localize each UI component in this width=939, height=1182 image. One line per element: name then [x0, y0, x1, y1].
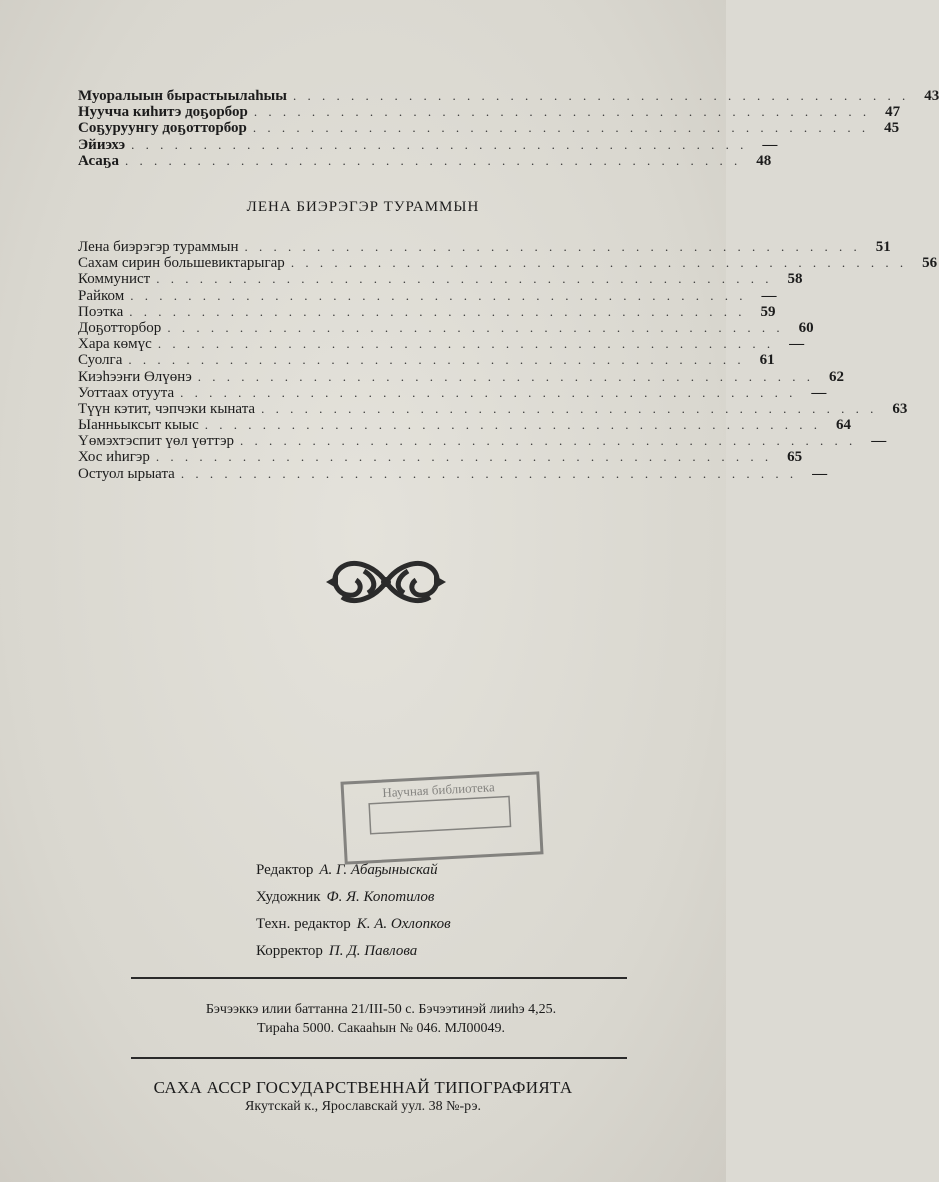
toc-leader-dots: . . . . . . . . . . . . . . . . . . . . . . . . . . . . . . . . . . . . . . . . . . . — [128, 352, 745, 368]
credit-name: А. Г. Абаҕыныскай — [319, 862, 438, 878]
toc-entry-page: 63 — [892, 400, 908, 417]
toc-entry — [78, 336, 805, 353]
toc-entry-page: 60 — [798, 319, 814, 336]
toc-entry — [78, 104, 901, 121]
divider — [131, 1057, 627, 1059]
toc-leader-dots: . . . . . . . . . . . . . . . . . . . . . . . . . . . . . . . . . . . . . . . . . . . — [130, 287, 747, 303]
toc-entry — [78, 449, 803, 466]
toc-entry-title: Нуучча киһитэ доҕорбор — [78, 104, 248, 121]
toc-leader-dots: . . . . . . . . . . . . . . . . . . . . . . . . . . . . . . . . . . . . . . . . . . . — [180, 384, 797, 400]
toc-leader-dots: . . . . . . . . . . . . . . . . . . . . . . . . . . . . . . . . . . . . . . . . . . . — [253, 104, 871, 120]
credit-role: Техн. редактор — [256, 916, 351, 932]
toc-leader-dots: . . . . . . . . . . . . . . . . . . . . . . . . . . . . . . . . . . . . . . . . . . . — [292, 88, 910, 103]
toc-entry-page: 59 — [760, 303, 776, 320]
toc-entry — [78, 417, 852, 434]
toc-entry-page: 58 — [787, 271, 803, 288]
printer-info — [0, 1078, 726, 1116]
toc-entry-page: — — [789, 336, 805, 353]
toc-entry — [78, 352, 775, 369]
library-stamp — [338, 767, 547, 870]
section-heading: ЛЕНА БИЭРЭГЭР ТУРАММЫН — [246, 199, 480, 215]
toc-entry — [78, 271, 803, 288]
credit-role: Редактор — [256, 862, 314, 878]
toc-entry — [78, 255, 938, 272]
toc-entry-page: 51 — [875, 239, 891, 255]
toc-entry-title: Остуол ырыата — [78, 465, 175, 482]
toc-leader-dots: . . . . . . . . . . . . . . . . . . . . . . . . . . . . . . . . . . . . . . . . . . . — [240, 433, 857, 449]
toc-entry-page: 45 — [884, 120, 900, 137]
toc-entry-page: 62 — [829, 368, 845, 385]
toc-entry — [78, 239, 891, 255]
credit-role: Художник — [256, 889, 321, 905]
toc-entry-title: Эйиэхэ — [78, 136, 126, 153]
toc-leader-dots: . . . . . . . . . . . . . . . . . . . . . . . . . . . . . . . . . . . . . . . . . . . — [180, 465, 798, 481]
toc-entry-title: Хара көмүс — [78, 336, 152, 353]
toc-entry-title: Доҕотторбор — [78, 319, 162, 336]
toc-entry-title: Ыанньыксыт кыыс — [78, 417, 199, 434]
printer-address: Якутскай к., Ярославскай уул. 38 №-рэ. — [245, 1099, 481, 1114]
toc-list-top — [78, 88, 939, 169]
toc-entry-title: Лена биэрэгэр тураммын — [78, 239, 239, 255]
printer-name: САХА АССР ГОСУДАРСТВЕННАЙ ТИПОГРАФИЯТА — [153, 1078, 573, 1097]
toc-entry — [78, 88, 939, 104]
toc-entry — [78, 287, 777, 304]
credit-line — [256, 857, 451, 884]
print-details — [18, 1000, 744, 1038]
toc-entry-page: 64 — [836, 417, 852, 434]
toc-entry-title: Соҕуруунгу доҕотторбор — [78, 120, 247, 137]
toc-entry — [78, 433, 887, 450]
credit-line — [256, 884, 451, 911]
toc-entry — [78, 368, 845, 385]
credit-name: Ф. Я. Копотилов — [326, 889, 435, 905]
toc-entry — [78, 303, 776, 320]
toc-leader-dots: . . . . . . . . . . . . . . . . . . . . . . . . . . . . . . . . . . . . . . . . . . . — [197, 368, 815, 384]
print-details-line: Бэчээккэ илии баттанна 21/III-50 с. Бэчээтинэй лииһэ 4,25. — [205, 1002, 557, 1017]
toc-leader-dots: . . . . . . . . . . . . . . . . . . . . . . . . . . . . . . . . . . . . . . . . . . . — [129, 303, 746, 319]
toc-entry-title: Уоттаах отуута — [78, 384, 175, 401]
toc-leader-dots: . . . . . . . . . . . . . . . . . . . . . . . . . . . . . . . . . . . . . . . . . . . — [131, 136, 748, 152]
toc-leader-dots: . . . . . . . . . . . . . . . . . . . . . . . . . . . . . . . . . . . . . . . . . . . — [124, 152, 742, 168]
credit-name: П. Д. Павлова — [328, 943, 418, 959]
toc-entry-title: Үөмэхтэспит үөл үөттэр — [78, 433, 235, 450]
toc-entry-page: 61 — [759, 352, 775, 369]
toc-entry-page: 65 — [787, 449, 803, 466]
toc-leader-dots: . . . . . . . . . . . . . . . . . . . . . . . . . . . . . . . . . . . . . . . . . . . — [252, 120, 870, 136]
toc-leader-dots: . . . . . . . . . . . . . . . . . . . . . . . . . . . . . . . . . . . . . . . . . . . — [157, 336, 775, 352]
print-details-line: Тираһа 5000. Сакааһын № 046. МЛ00049. — [257, 1021, 505, 1036]
toc-leader-dots: . . . . . . . . . . . . . . . . . . . . . . . . . . . . . . . . . . . . . . . . . . . — [167, 319, 784, 335]
toc-leader-dots: . . . . . . . . . . . . . . . . . . . . . . . . . . . . . . . . . . . . . . . . . . . — [156, 271, 773, 287]
toc-entry-title: Түүн кэтит, чэпчэки кыната — [78, 400, 256, 417]
ornament-icon — [324, 553, 448, 611]
credit-role: Корректор — [256, 943, 323, 959]
toc-entry-title: Хос иһигэр — [78, 449, 150, 466]
toc-entry-page: 48 — [756, 152, 772, 169]
toc-entry-title: Сахам сирин большевиктарыгар — [78, 255, 285, 272]
credit-line — [256, 911, 451, 938]
toc-leader-dots: . . . . . . . . . . . . . . . . . . . . . . . . . . . . . . . . . . . . . . . . . . . — [155, 449, 773, 465]
toc-leader-dots: . . . . . . . . . . . . . . . . . . . . . . . . . . . . . . . . . . . . . . . . . . . — [261, 400, 878, 416]
credit-line — [256, 938, 451, 965]
toc-entry-title: Райком — [78, 287, 125, 304]
toc-entry — [78, 319, 814, 336]
toc-entry-page: — — [812, 465, 828, 482]
toc-leader-dots: . . . . . . . . . . . . . . . . . . . . . . . . . . . . . . . . . . . . . . . . . . . — [244, 239, 861, 254]
toc-entry-page: — — [761, 287, 777, 304]
toc-entry — [78, 384, 827, 401]
toc-entry-title: Асаҕа — [78, 152, 119, 169]
toc-entry — [78, 400, 908, 417]
toc-leader-dots: . . . . . . . . . . . . . . . . . . . . . . . . . . . . . . . . . . . . . . . . . . . — [290, 255, 908, 271]
toc-entry — [78, 120, 900, 137]
toc-entry-title: Суолга — [78, 352, 123, 369]
stamp-text: Научная библиотека — [381, 779, 496, 801]
toc-entry-title: Поэтка — [78, 303, 124, 320]
toc-entry — [78, 465, 828, 482]
credit-name: К. А. Охлопков — [356, 916, 451, 932]
toc-entry — [78, 152, 772, 169]
toc-entry-page: — — [871, 433, 887, 450]
toc-entry-title: Коммунист — [78, 271, 151, 288]
toc-entry-page: — — [811, 384, 827, 401]
toc-list-section — [78, 239, 938, 482]
toc-entry-title: Муоралыын бырастыылаһыы — [78, 88, 287, 104]
toc-entry-page: 47 — [885, 104, 901, 121]
toc-entry-page: 56 — [922, 255, 938, 272]
credits-block — [256, 857, 451, 965]
toc-entry — [78, 136, 778, 153]
toc-entry-title: Киэһээҥи Өлүөнэ — [78, 368, 192, 385]
toc-leader-dots: . . . . . . . . . . . . . . . . . . . . . . . . . . . . . . . . . . . . . . . . . . . — [204, 417, 822, 433]
toc-entry-page: 43 — [924, 88, 939, 104]
divider — [131, 977, 627, 979]
toc-entry-page: — — [762, 136, 778, 153]
